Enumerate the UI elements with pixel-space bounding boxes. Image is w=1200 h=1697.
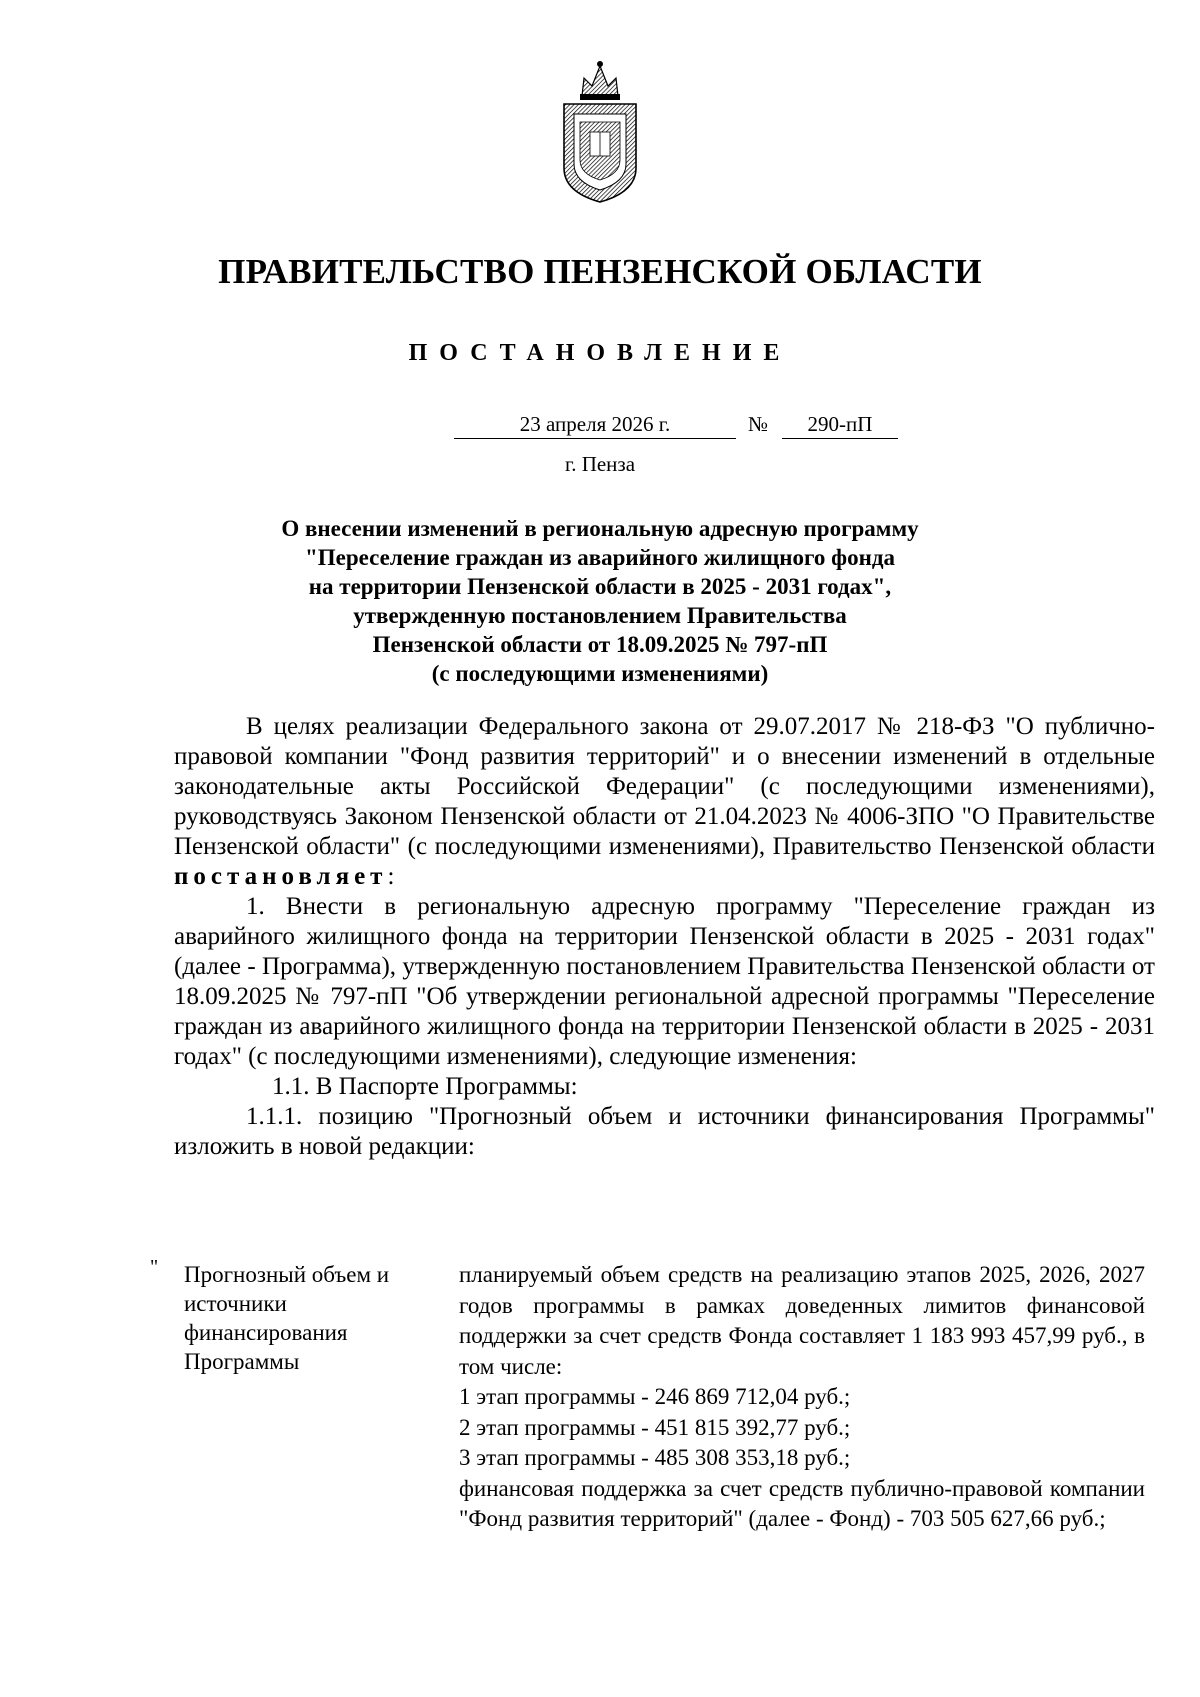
opening-quote: " xyxy=(150,1256,159,1278)
subject-line: О внесении изменений в региональную адресную программу xyxy=(281,516,919,541)
item-1-paragraph: 1. Внести в региональную адресную программу "Переселение граждан из аварийного жилищного фонда на территории Пензенской области в 2025 - 2031 годах" (далее - Программа), утвержденную постановлением Правительства Пензенской области от 18.09.2025 № 797-пП "Об утверждении региональной адресной программы "Переселение граждан из аварийного жилищного фонда на территории Пензенской области в 2025 - 2031 годах" (с последующими изменениями), следующие изменения: xyxy=(174,893,1155,1070)
intro-paragraph xyxy=(174,712,1155,892)
subject-line: "Переселение граждан из аварийного жилищного фонда xyxy=(305,545,895,570)
subject-line: Пензенской области от 18.09.2025 № 797-пП xyxy=(372,632,828,657)
document-type: ПОСТАНОВЛЕНИЕ xyxy=(408,340,792,366)
document-number: 290-пП xyxy=(782,410,898,439)
document-subject xyxy=(200,514,1000,688)
document-body xyxy=(174,712,1155,1162)
passport-position-label: Прогнозный объем и источники финансирования Программы xyxy=(184,1262,390,1374)
value-line: 1 этап программы - 246 869 712,04 руб.; xyxy=(459,1384,851,1409)
subject-line: на территории Пензенской области в 2025 - 2031 годах", xyxy=(308,574,892,599)
value-line: 2 этап программы - 451 815 392,77 руб.; xyxy=(459,1414,851,1440)
passport-position-value xyxy=(459,1260,1145,1535)
item-1-1-1-paragraph: 1.1.1. позицию "Прогнозный объем и источники финансирования Программы" изложить в новой редакции: xyxy=(174,1103,1155,1160)
decree-colon: : xyxy=(387,863,395,890)
coat-of-arms-emblem xyxy=(550,56,650,204)
value-line: планируемый объем средств на реализацию этапов 2025, 2026, 2027 годов программы в рамках доведенных лимитов финансовой поддержки за счет средств Фонда составляет 1 183 993 457,99 руб., в том числе: xyxy=(459,1262,1145,1379)
value-line: 3 этап программы - 485 308 353,18 руб.; xyxy=(459,1445,851,1470)
organization-title: ПРАВИТЕЛЬСТВО ПЕНЗЕНСКОЙ ОБЛАСТИ xyxy=(218,252,982,291)
intro-text: В целях реализации Федерального закона от 29.07.2017 № 218-ФЗ "О публично-правовой компании "Фонд развития территорий" и о внесении изменений в отдельные законодательные акты Российской Федерации" (с последующими изменениями), руководствуясь Законом Пензенской области от 21.04.2023 № 4006-ЗПО "О Правительстве Пензенской области" (с последующими изменениями), Правительство Пензенской области xyxy=(174,713,1155,860)
document-date: 23 апреля 2026 г. xyxy=(454,410,736,439)
number-sign: № xyxy=(748,412,769,436)
decree-word: постановляет xyxy=(174,863,388,890)
value-line: финансовая поддержка за счет средств публично-правовой компании "Фонд развития территорий" (далее - Фонд) - 703 505 627,66 руб.; xyxy=(459,1475,1145,1531)
item-1-1-paragraph: 1.1. В Паспорте Программы: xyxy=(272,1073,578,1100)
document-city: г. Пенза xyxy=(564,452,636,476)
subject-line: утвержденную постановлением Правительства xyxy=(353,603,847,628)
subject-line: (с последующими изменениями) xyxy=(431,661,769,686)
